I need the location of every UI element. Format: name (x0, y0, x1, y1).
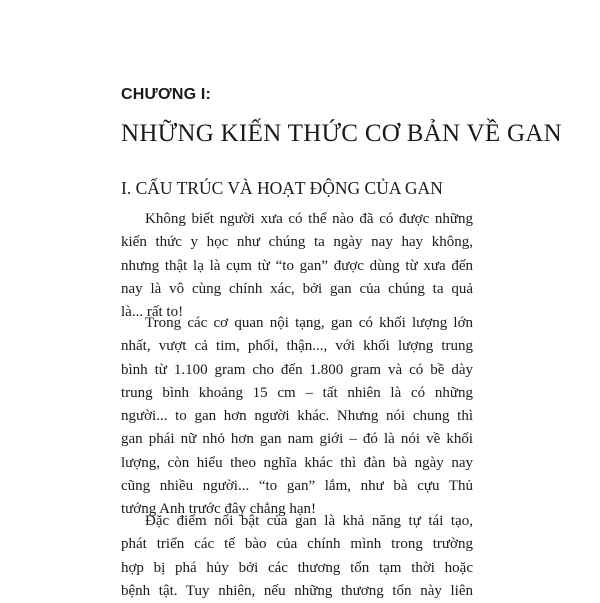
paragraph-line: Đặc điểm nổi bật của gan là khả năng tự tái tạo, (145, 513, 473, 529)
paragraph-line: nay là vô cùng chính xác, bởi gan của chúng ta quả (121, 280, 473, 297)
paragraph-1 (121, 208, 473, 324)
paragraph-line: Trong các cơ quan nội tạng, gan có khối lượng lớn (145, 315, 473, 331)
paragraph-line: kiến thức y học như chúng ta ngày nay hay không, (121, 234, 473, 251)
paragraph-line: nhất, vượt cả tim, phổi, thận..., với khối lượng trung (121, 338, 473, 355)
paragraph-line: nhưng thật lạ là cụm từ “to gan” được dùng từ xưa đến (121, 257, 473, 274)
paragraph-2 (121, 312, 473, 522)
paragraph-3 (121, 510, 473, 603)
paragraph-line: bình từ 1.100 gram cho đến 1.800 gram và có bề dày (121, 361, 473, 378)
paragraph-line: phát triển các tế bào của chính mình trong trường (121, 536, 473, 553)
paragraph-line: Không biết người xưa có thể nào đã có được những (145, 211, 473, 227)
paragraph-line: tướng Anh trước đây chẳng hạn! (121, 501, 316, 518)
paragraph-line: bệnh tật. Tuy nhiên, nếu những thương tổn này liên (121, 582, 473, 599)
paragraph-line: lượng, còn hiểu theo nghĩa khác thì đàn bà ngày nay (121, 454, 473, 471)
section-heading: I. CẤU TRÚC VÀ HOẠT ĐỘNG CỦA GAN (121, 178, 443, 198)
chapter-title: NHỮNG KIẾN THỨC CƠ BẢN VỀ GAN (121, 120, 563, 147)
paragraph-line: gan phái nữ nhỏ hơn gan nam giới – đó là nói về khối (121, 431, 473, 448)
paragraph-line: là... rất to! (121, 304, 184, 321)
paragraph-line: hợp bị phá hủy bởi các thương tổn tạm thời hoặc (121, 559, 473, 576)
paragraph-line: trung bình khoảng 15 cm – tất nhiên là có những (121, 384, 473, 401)
paragraph-line: người... to gan hơn người khác. Nhưng nói chung thì (121, 408, 473, 425)
chapter-label: CHƯƠNG I: (121, 86, 212, 103)
paragraph-line: cũng nhiều người... “to gan” lắm, như bà cựu Thủ (121, 478, 473, 495)
